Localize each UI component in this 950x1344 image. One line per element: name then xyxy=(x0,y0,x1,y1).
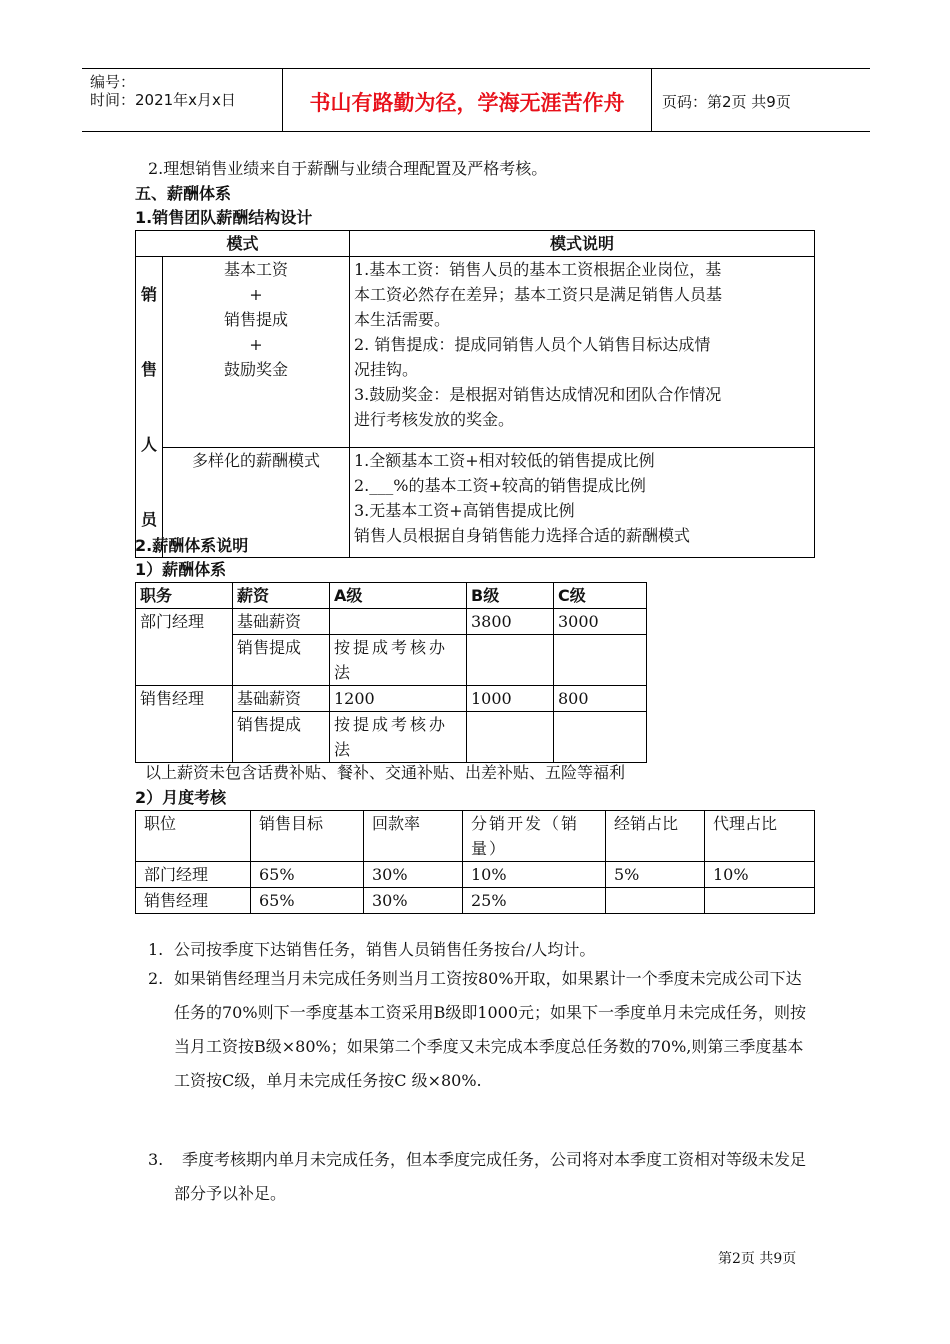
header-page-cell xyxy=(652,69,870,131)
table2-note: 以上薪资未包含话费补贴、餐补、交通补贴、出差补贴、五险等福利 xyxy=(145,763,626,782)
cell: 1200 xyxy=(330,686,467,712)
time-label: 时间：2021年x月x日 xyxy=(90,91,236,109)
page-footer: 第2页 共9页 xyxy=(718,1251,797,1267)
cell: 10% xyxy=(463,862,606,888)
cell: 基础薪资 xyxy=(233,686,330,712)
cell: 30% xyxy=(364,888,463,914)
motto: 书山有路勤为径，学海无涯苦作舟 xyxy=(309,91,625,115)
doc-number-label: 编号： xyxy=(90,73,136,91)
cell: 部门经理 xyxy=(136,609,233,686)
row2-desc: 1.全额基本工资+相对较低的销售提成比例 2.___%的基本工资+较高的销售提成比例 3.无基本工资+高销售提成比例 销售人员根据自身销售能力选择合适的薪酬模式 xyxy=(350,448,815,558)
cell xyxy=(554,712,647,763)
cell: 5% xyxy=(606,862,705,888)
cell: 30% xyxy=(364,862,463,888)
th-position: 职务 xyxy=(136,583,233,609)
intro-line: 2.理想销售业绩来自于薪酬与业绩合理配置及严格考核。 xyxy=(148,159,548,178)
cell: 销售提成 xyxy=(233,635,330,686)
sub2-1-title: 1）薪酬体系 xyxy=(135,560,227,579)
cell: 800 xyxy=(554,686,647,712)
cell: 3800 xyxy=(467,609,554,635)
header-meta xyxy=(82,69,282,131)
table-header-row xyxy=(136,231,815,257)
table-header-row xyxy=(136,811,815,862)
cell xyxy=(705,888,815,914)
th-grade-b: B级 xyxy=(467,583,554,609)
cell: 3000 xyxy=(554,609,647,635)
list-item: 2. 如果销售经理当月未完成任务则当月工资按80%开取，如果累计一个季度未完成公司下达任务的70%则下一季度基本工资采用B级即1000元；如果下一季度单月未完成任务，则按当月工资按B级×80%；如果第二个季度又未完成本季度总任务数的70%,则第三季度基本工资按C级，单月未完成任务按C 级×80%. xyxy=(148,969,807,1090)
header-motto-cell xyxy=(282,69,652,131)
cell: 部门经理 xyxy=(136,862,251,888)
side-label: 销 售 人 员 xyxy=(136,257,163,558)
table-row xyxy=(136,888,815,914)
table-row xyxy=(136,257,815,448)
page-label: 页码：第2页 共9页 xyxy=(662,93,791,111)
cell: 1000 xyxy=(467,686,554,712)
row1-mode: 基本工资 + 销售提成 + 鼓励奖金 xyxy=(163,257,350,448)
table-row xyxy=(136,609,647,635)
cell: 按提成考核办法 xyxy=(330,635,467,686)
cell xyxy=(467,635,554,686)
list-item: 1. 公司按季度下达销售任务，销售人员销售任务按台/人均计。 xyxy=(148,940,596,959)
th-salary: 薪资 xyxy=(233,583,330,609)
cell: 销售经理 xyxy=(136,686,233,763)
cell: 65% xyxy=(251,888,364,914)
cell xyxy=(554,635,647,686)
list-item: 3. 季度考核期内单月未完成任务，但本季度完成任务，公司将对本季度工资相对等级未发足部分予以补足。 xyxy=(148,1150,807,1203)
salary-structure-table xyxy=(135,230,815,558)
salary-system-table xyxy=(135,582,647,763)
cell: 销售提成 xyxy=(233,712,330,763)
col-mode-header: 模式 xyxy=(136,231,350,257)
page-header xyxy=(82,68,870,132)
th-collection-rate: 回款率 xyxy=(364,811,463,862)
sub2-title: 2.薪酬体系说明 xyxy=(135,536,249,555)
cell: 销售经理 xyxy=(136,888,251,914)
cell: 65% xyxy=(251,862,364,888)
cell: 基础薪资 xyxy=(233,609,330,635)
monthly-assessment-table xyxy=(135,810,815,914)
th-grade-c: C级 xyxy=(554,583,647,609)
cell: 25% xyxy=(463,888,606,914)
table-row xyxy=(136,862,815,888)
row1-desc: 1.基本工资：销售人员的基本工资根据企业岗位，基 本工资必然存在差异；基本工资只是满足销售人员基 本生活需要。 2. 销售提成：提成同销售人员个人销售目标达成情 况挂钩。 3.鼓励奖金：是根据对销售达成情况和团队合作情况 进行考核发放的奖金。 xyxy=(350,257,815,448)
cell xyxy=(467,712,554,763)
th-distribution: 分销开发（销量） xyxy=(463,811,606,862)
th-dealer-share: 经销占比 xyxy=(606,811,705,862)
cell xyxy=(330,609,467,635)
th-agent-share: 代理占比 xyxy=(705,811,815,862)
th-sales-target: 销售目标 xyxy=(251,811,364,862)
col-desc-header: 模式说明 xyxy=(350,231,815,257)
th-grade-a: A级 xyxy=(330,583,467,609)
sub1-title: 1.销售团队薪酬结构设计 xyxy=(135,208,313,227)
th-role: 职位 xyxy=(136,811,251,862)
cell: 10% xyxy=(705,862,815,888)
section-title: 五、薪酬体系 xyxy=(135,184,232,203)
table-header-row xyxy=(136,583,647,609)
sub2-2-title: 2）月度考核 xyxy=(135,788,227,807)
row2-mode: 多样化的薪酬模式 xyxy=(163,448,350,558)
table-row xyxy=(136,686,647,712)
cell xyxy=(606,888,705,914)
cell: 按提成考核办法 xyxy=(330,712,467,763)
